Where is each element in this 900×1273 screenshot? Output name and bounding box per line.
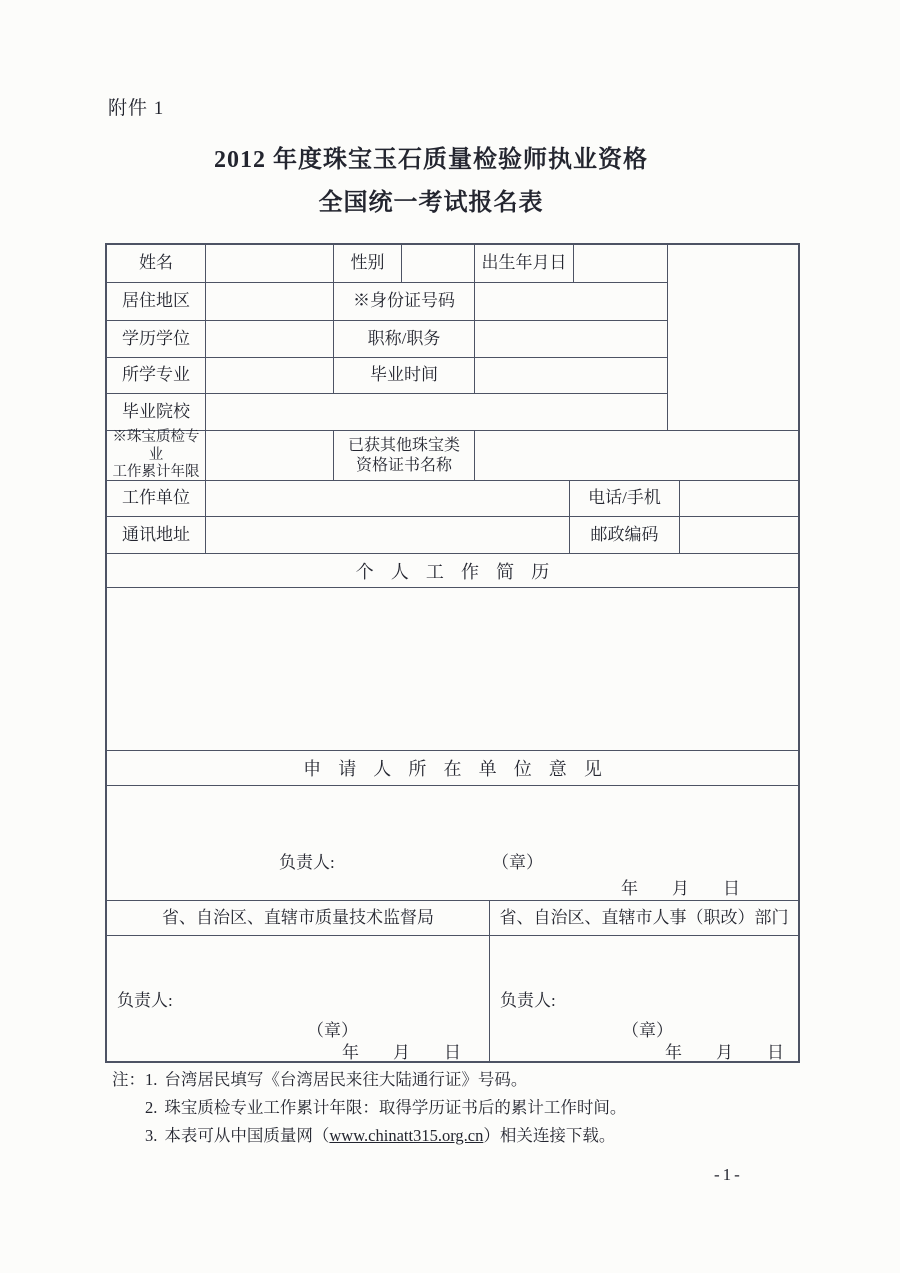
resume-section-header bbox=[107, 554, 798, 588]
department-header-row bbox=[107, 901, 798, 936]
field-label-employer: 工作单位 bbox=[107, 481, 206, 516]
field-label-gender: 性别 bbox=[334, 245, 402, 282]
field-label-name: 姓名 bbox=[107, 245, 206, 282]
attachment-label: 附件 1 bbox=[108, 98, 165, 119]
date-line: 年 月 日 bbox=[665, 1043, 784, 1062]
field-label-education-degree: 学历学位 bbox=[107, 321, 206, 357]
note-items bbox=[145, 1066, 626, 1150]
field-label-other-certs bbox=[334, 431, 475, 480]
field-label-postal-code: 邮政编码 bbox=[570, 517, 680, 553]
personal-info-section bbox=[107, 245, 798, 431]
note-3-number: 3. bbox=[145, 1126, 158, 1146]
field-label-residence: 居住地区 bbox=[107, 283, 206, 320]
input-name[interactable] bbox=[206, 245, 334, 282]
other-certs-label-line1: 已获其他珠宝类 bbox=[347, 437, 460, 455]
date-line: 年 月 日 bbox=[621, 879, 740, 898]
row-employer-phone bbox=[107, 481, 798, 517]
form-title-line2: 全国统一考试报名表 bbox=[318, 190, 544, 216]
input-graduation-school[interactable] bbox=[206, 394, 667, 430]
field-label-mailing-address: 通讯地址 bbox=[107, 517, 206, 553]
work-years-label-line1: ※珠宝质检专业 bbox=[112, 429, 200, 463]
input-birth-date[interactable] bbox=[574, 245, 667, 282]
unit-opinion-section-header bbox=[107, 751, 798, 786]
field-label-id-number: ※身份证号码 bbox=[334, 283, 475, 320]
note-2-number: 2. bbox=[145, 1098, 158, 1118]
input-education-degree[interactable] bbox=[206, 321, 334, 357]
row-residence-id bbox=[107, 283, 667, 321]
row-address-postal bbox=[107, 517, 798, 554]
row-education-title bbox=[107, 321, 667, 358]
right-department-header: 省、自治区、直辖市人事（职改）部门 bbox=[499, 907, 789, 927]
input-work-years[interactable] bbox=[206, 431, 334, 480]
input-gender[interactable] bbox=[402, 245, 475, 282]
note-1-number: 1. bbox=[145, 1070, 158, 1089]
seal-label: （章） bbox=[622, 1021, 673, 1040]
input-major[interactable] bbox=[206, 358, 334, 393]
left-department-signature-area[interactable] bbox=[107, 936, 490, 1061]
input-graduation-time[interactable] bbox=[475, 358, 667, 393]
input-residence[interactable] bbox=[206, 283, 334, 320]
unit-opinion-signature-area[interactable] bbox=[107, 786, 798, 901]
seal-label: （章） bbox=[307, 1021, 358, 1040]
field-label-birth-date: 出生年月日 bbox=[475, 245, 574, 282]
date-line: 年 月 日 bbox=[342, 1043, 461, 1062]
page-number: -1- bbox=[714, 1165, 743, 1184]
resume-input-area[interactable] bbox=[107, 588, 798, 751]
input-mailing-address[interactable] bbox=[206, 517, 570, 553]
work-years-label-line2: 工作累计年限 bbox=[112, 464, 200, 481]
field-label-title-position: 职称/职务 bbox=[334, 321, 475, 357]
left-department-header: 省、自治区、直辖市质量技术监督局 bbox=[107, 901, 490, 935]
seal-label: （章） bbox=[492, 853, 543, 872]
personal-info-grid bbox=[107, 245, 668, 430]
note-2-text: 珠宝质检专业工作累计年限：取得学历证书后的累计工作时间。 bbox=[164, 1098, 627, 1118]
row-work-years-certs bbox=[107, 431, 798, 481]
row-name-gender-birth bbox=[107, 245, 667, 283]
note-3-url-link[interactable]: www.chinatt315.org.cn bbox=[329, 1126, 484, 1146]
input-employer[interactable] bbox=[206, 481, 570, 516]
field-label-phone: 电话/手机 bbox=[570, 481, 680, 516]
other-certs-label-line2: 资格证书名称 bbox=[355, 456, 452, 474]
input-title-position[interactable] bbox=[475, 321, 667, 357]
form-title-line1: 2012 年度珠宝玉石质量检验师执业资格 bbox=[214, 147, 648, 173]
resume-header-text: 个人工作简历 bbox=[355, 561, 567, 582]
input-id-number[interactable] bbox=[475, 283, 667, 320]
right-department-signature-area[interactable] bbox=[490, 936, 798, 1061]
field-label-graduation-time: 毕业时间 bbox=[334, 358, 475, 393]
photo-area[interactable] bbox=[668, 245, 798, 430]
footnotes bbox=[112, 1066, 626, 1150]
department-signature-row bbox=[107, 936, 798, 1061]
note-3-prefix: 本表可从中国质量网（ bbox=[164, 1126, 330, 1146]
registration-form-table bbox=[105, 243, 800, 1063]
note-3-suffix: ）相关连接下载。 bbox=[483, 1126, 616, 1146]
field-label-work-years bbox=[107, 431, 206, 480]
note-item-1 bbox=[145, 1066, 626, 1094]
responsible-person-label: 负责人: bbox=[279, 853, 335, 872]
row-major-graduation bbox=[107, 358, 667, 394]
field-label-graduation-school: 毕业院校 bbox=[107, 394, 206, 430]
input-other-certs[interactable] bbox=[475, 431, 798, 480]
note-1-text: 台湾居民填写《台湾居民来往大陆通行证》号码。 bbox=[164, 1070, 528, 1089]
responsible-person-label: 负责人: bbox=[117, 991, 173, 1010]
note-item-3 bbox=[145, 1122, 626, 1150]
note-3-text bbox=[164, 1122, 615, 1150]
note-item-2 bbox=[145, 1094, 626, 1122]
notes-label: 注： bbox=[112, 1070, 145, 1089]
field-label-major: 所学专业 bbox=[107, 358, 206, 393]
input-postal-code[interactable] bbox=[680, 517, 798, 553]
responsible-person-label: 负责人: bbox=[500, 991, 556, 1010]
unit-opinion-header-text: 申请人所在单位意见 bbox=[303, 759, 619, 779]
row-school bbox=[107, 394, 667, 430]
input-phone[interactable] bbox=[680, 481, 798, 516]
